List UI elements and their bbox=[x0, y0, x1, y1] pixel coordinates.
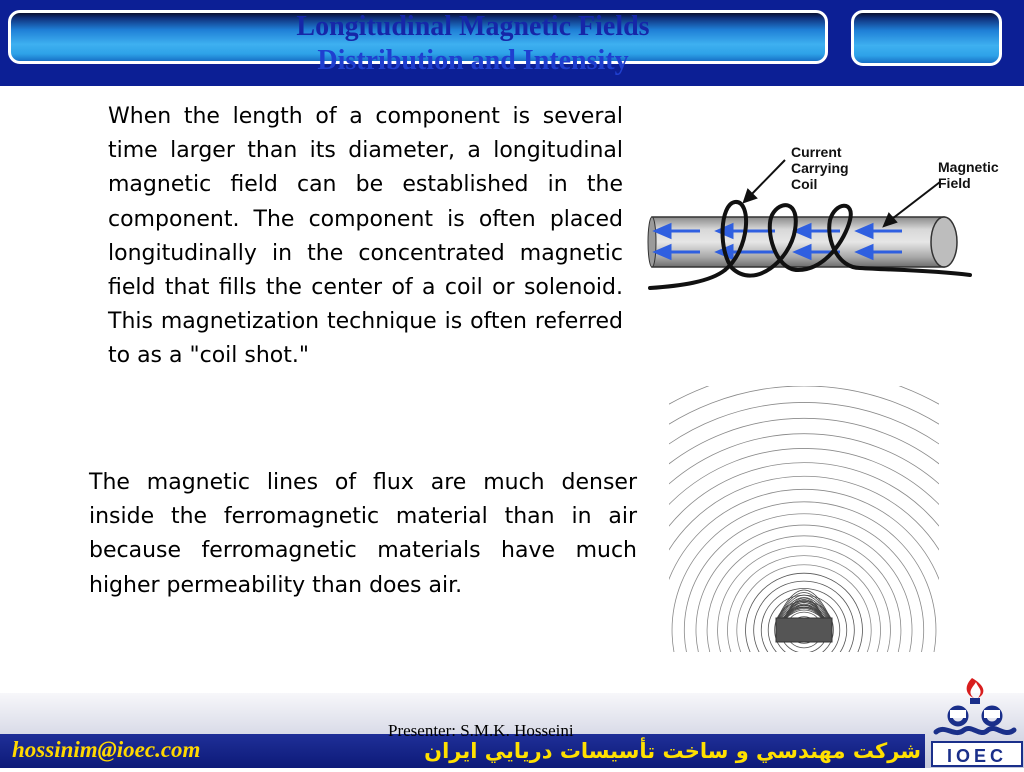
label-field-line2: Field bbox=[938, 175, 971, 191]
slide-title bbox=[228, 10, 718, 78]
logo-text: IOEC bbox=[946, 746, 1008, 766]
presenter-label: Presenter: S.M.K. Hosseini bbox=[388, 721, 574, 740]
label-field-line1: Magnetic bbox=[938, 159, 999, 175]
label-current-line1: Current bbox=[791, 144, 842, 160]
paragraph-flux-density: The magnetic lines of flux are much denser inside the ferromagnetic material than in air because ferromagnetic materials have much higher permeability than does air. bbox=[89, 470, 637, 598]
coil-diagram bbox=[640, 140, 1020, 300]
flux-line bbox=[669, 402, 939, 652]
label-current-line3: Coil bbox=[791, 176, 818, 192]
company-name: شركت مهندسي و ساخت تأسيسات دريايي ايران bbox=[424, 739, 921, 763]
side-banner bbox=[851, 10, 1002, 66]
flux-lines-diagram bbox=[669, 386, 939, 652]
ioec-logo-icon bbox=[928, 676, 1024, 768]
label-current-line2: Carrying bbox=[791, 160, 849, 176]
paragraph-coil-shot: When the length of a component is several time larger than its diameter, a longitudinal magnetic field can be established in the component. The component is often placed longitudinally in the concentrated magnetic field that fills the center of a coil or solenoid. This magnetization technique is often referred to as a "coil shot." bbox=[108, 104, 623, 369]
slide-title-line2: Distribution and Intensity bbox=[317, 45, 629, 76]
email-link[interactable]: hossinim@ioec.com bbox=[12, 737, 201, 762]
slide-title-line1: Longitudinal Magnetic Fields bbox=[296, 11, 650, 42]
